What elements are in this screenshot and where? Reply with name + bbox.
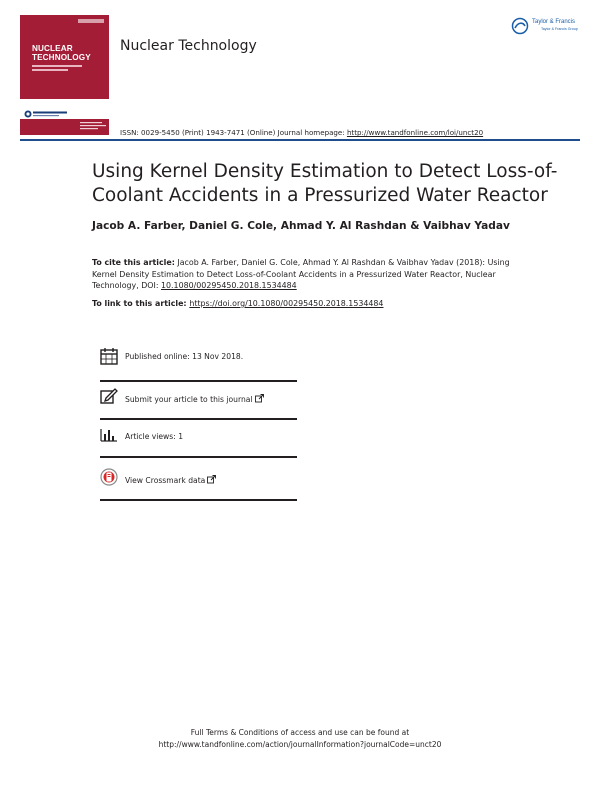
footer xyxy=(0,727,600,751)
crossmark-text[interactable] xyxy=(125,475,216,485)
external-link-icon xyxy=(255,394,264,403)
external-link-icon xyxy=(207,475,216,484)
submit-article-item[interactable] xyxy=(100,386,297,406)
publisher-logo-icon xyxy=(511,17,529,35)
cover-red-strip xyxy=(20,119,109,135)
article-views-item xyxy=(100,427,297,445)
published-online-text: Published online: 13 Nov 2018. xyxy=(125,352,244,361)
link-label: To link to this article: xyxy=(92,299,190,308)
publisher-logo-name: Taylor & Francis xyxy=(532,19,576,25)
footer-terms-text: Full Terms & Conditions of access and use can be found at xyxy=(190,728,410,737)
citation-text: Jacob A. Farber, Daniel G. Cole, Ahmad Y. Al Rashdan & Vaibhav Yadav (2018): Using Kernel Density Estimation to Detect Loss-of-Coolant Accidents in a Pressurized Water Reactor, Nuclear Technology, DOI: xyxy=(92,258,510,291)
cover-subline xyxy=(32,65,82,67)
footer-terms-url[interactable]: http://www.tandfonline.com/action/journalInformation?journalCode=unct20 xyxy=(158,740,442,749)
article-doi-url[interactable]: https://doi.org/10.1080/00295450.2018.1534484 xyxy=(189,299,384,308)
citation-block xyxy=(92,257,512,292)
cover-title-line2: TECHNOLOGY xyxy=(32,52,91,62)
article-authors: Jacob A. Farber, Daniel G. Cole, Ahmad Y. Al Rashdan & Vaibhav Yadav xyxy=(92,220,510,232)
crossmark-icon xyxy=(100,467,118,487)
issn-line xyxy=(120,128,483,137)
edit-icon xyxy=(100,388,118,404)
citation-label: To cite this article: xyxy=(92,258,175,267)
journal-cover-image xyxy=(20,15,109,135)
crossmark-label[interactable]: View Crossmark data xyxy=(125,476,206,485)
published-online-item xyxy=(100,347,297,367)
header-divider xyxy=(20,139,580,141)
bar-chart-icon xyxy=(100,428,118,442)
crossmark-item[interactable] xyxy=(100,466,297,490)
journal-name: Nuclear Technology xyxy=(120,38,257,54)
article-views-text: Article views: 1 xyxy=(125,432,184,441)
article-link-line xyxy=(92,298,512,309)
journal-homepage-link[interactable]: http://www.tandfonline.com/loi/unct20 xyxy=(346,128,484,137)
info-divider xyxy=(100,380,297,382)
cover-topbar xyxy=(78,19,104,23)
publisher-logo[interactable] xyxy=(511,17,583,37)
submit-article-label[interactable]: Submit your article to this journal xyxy=(125,395,253,404)
cover-title xyxy=(32,45,104,62)
cover-subline xyxy=(32,69,68,71)
publisher-logo-group: Taylor & Francis Group xyxy=(541,27,578,31)
calendar-icon xyxy=(100,347,118,365)
cover-society-logo xyxy=(23,104,83,114)
issn-text: ISSN: 0029-5450 (Print) 1943-7471 (Online) Journal homepage: xyxy=(120,128,347,137)
citation-doi-link[interactable]: 10.1080/00295450.2018.1534484 xyxy=(161,281,297,291)
article-title: Using Kernel Density Estimation to Detect Loss-of-Coolant Accidents in a Pressurized Water Reactor xyxy=(92,161,558,206)
submit-article-text[interactable] xyxy=(125,394,264,404)
info-divider xyxy=(100,456,297,458)
info-divider xyxy=(100,418,297,420)
info-divider xyxy=(100,499,297,501)
cover-title-line1: NUCLEAR xyxy=(32,44,73,53)
